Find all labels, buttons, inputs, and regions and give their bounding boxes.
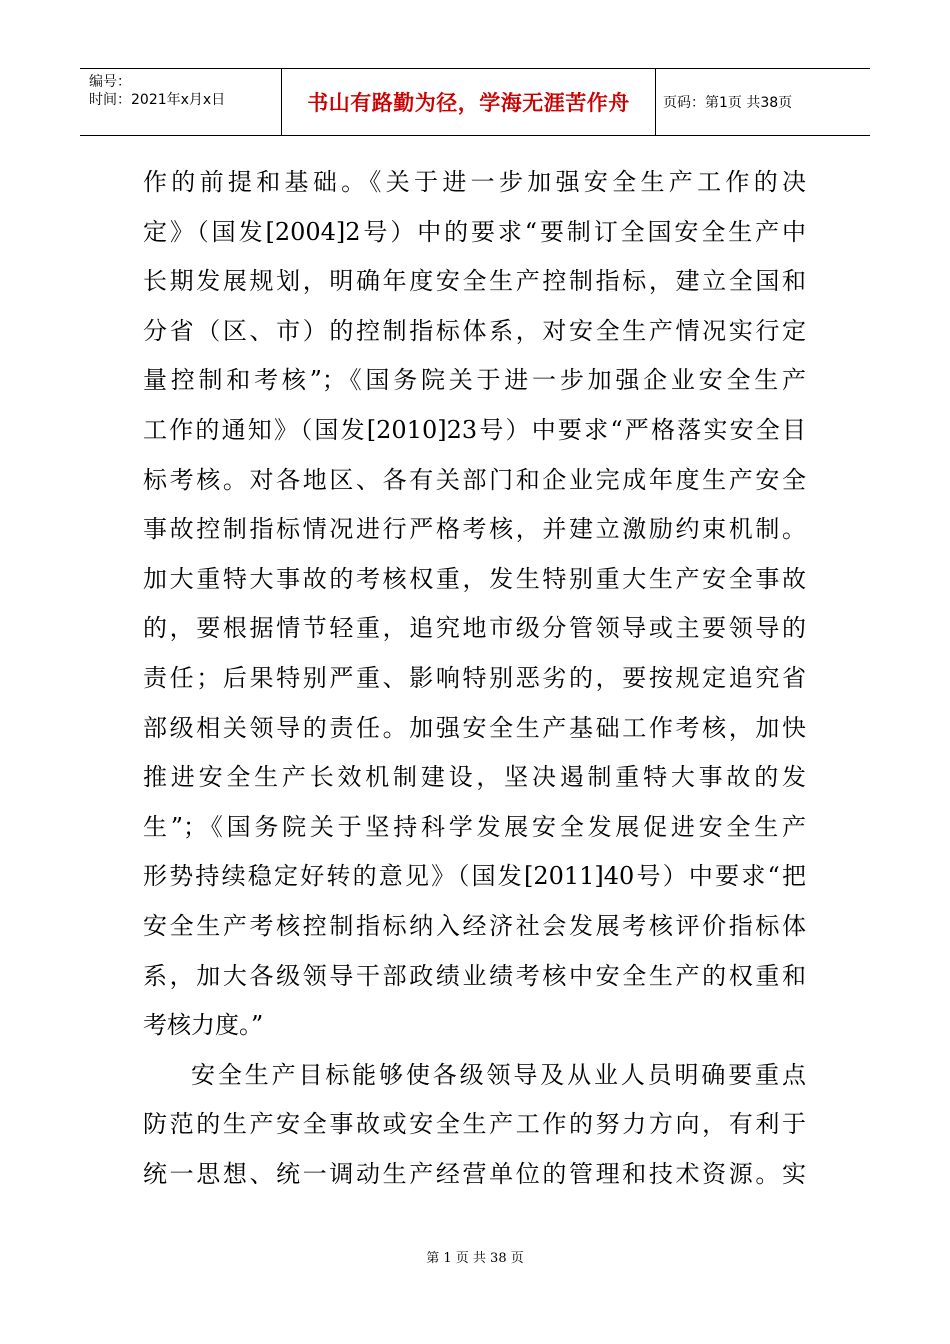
body-line: 推进安全生产长效机制建设，坚决遏制重特大事故的发: [143, 763, 806, 792]
body-line: 系，加大各级领导干部政绩业绩考核中安全生产的权重和: [143, 961, 806, 990]
header-page-info: 页码：第1页 共38页: [663, 95, 793, 111]
body-line: 加大重特大事故的考核权重，发生特别重大生产安全事故: [143, 564, 806, 593]
body-line: 事故控制指标情况进行严格考核，并建立激励约束机制。: [143, 515, 806, 544]
body-line: 形势持续稳定好转的意见》（国发[2011]40号）中要求“把: [143, 862, 806, 891]
header-motto: 书山有路勤为径，学海无涯苦作舟: [307, 91, 630, 115]
footer-page-number: 第 1 页 共 38 页: [426, 1251, 524, 1266]
body-line: 长期发展规划，明确年度安全生产控制指标，建立全国和: [143, 267, 806, 296]
body-line: 考核力度。”: [143, 1011, 264, 1040]
body-line: 工作的通知》（国发[2010]23号）中要求“严格落实安全目: [143, 415, 806, 444]
body-line: 生”；《国务院关于坚持科学发展安全发展促进安全生产: [143, 812, 806, 841]
page-header: [80, 68, 870, 136]
document-body: [143, 158, 806, 1199]
body-line: 责任；后果特别严重、影响特别恶劣的，要按规定追究省: [143, 663, 806, 692]
body-line: 部级相关领导的责任。加强安全生产基础工作考核，加快: [143, 713, 806, 742]
header-motto-cell: [282, 69, 656, 135]
body-line: 标考核。对各地区、各有关部门和企业完成年度生产安全: [143, 465, 806, 494]
body-line: 统一思想、统一调动生产经营单位的管理和技术资源。实: [143, 1159, 806, 1188]
serial-number-label: 编号：: [89, 74, 131, 90]
page-footer: [0, 1247, 950, 1266]
body-line: 防范的生产安全事故或安全生产工作的努力方向，有利于: [143, 1110, 806, 1139]
body-line: 作的前提和基础。《关于进一步加强安全生产工作的决: [143, 168, 806, 196]
body-line: 定》（国发[2004]2号）中的要求“要制订全国安全生产中: [143, 217, 806, 246]
body-line: 安全生产目标能够使各级领导及从业人员明确要重点: [191, 1060, 806, 1089]
body-line: 分省（区、市）的控制指标体系，对安全生产情况实行定: [143, 316, 806, 345]
body-line: 安全生产考核控制指标纳入经济社会发展考核评价指标体: [143, 911, 806, 940]
header-meta-cell: [80, 69, 282, 135]
time-label: 时间：2021年x月x日: [89, 92, 226, 108]
header-page-cell: [656, 69, 870, 135]
body-line: 的，要根据情节轻重，追究地市级分管领导或主要领导的: [143, 614, 806, 643]
body-line: 量控制和考核”；《国务院关于进一步加强企业安全生产: [143, 366, 806, 395]
